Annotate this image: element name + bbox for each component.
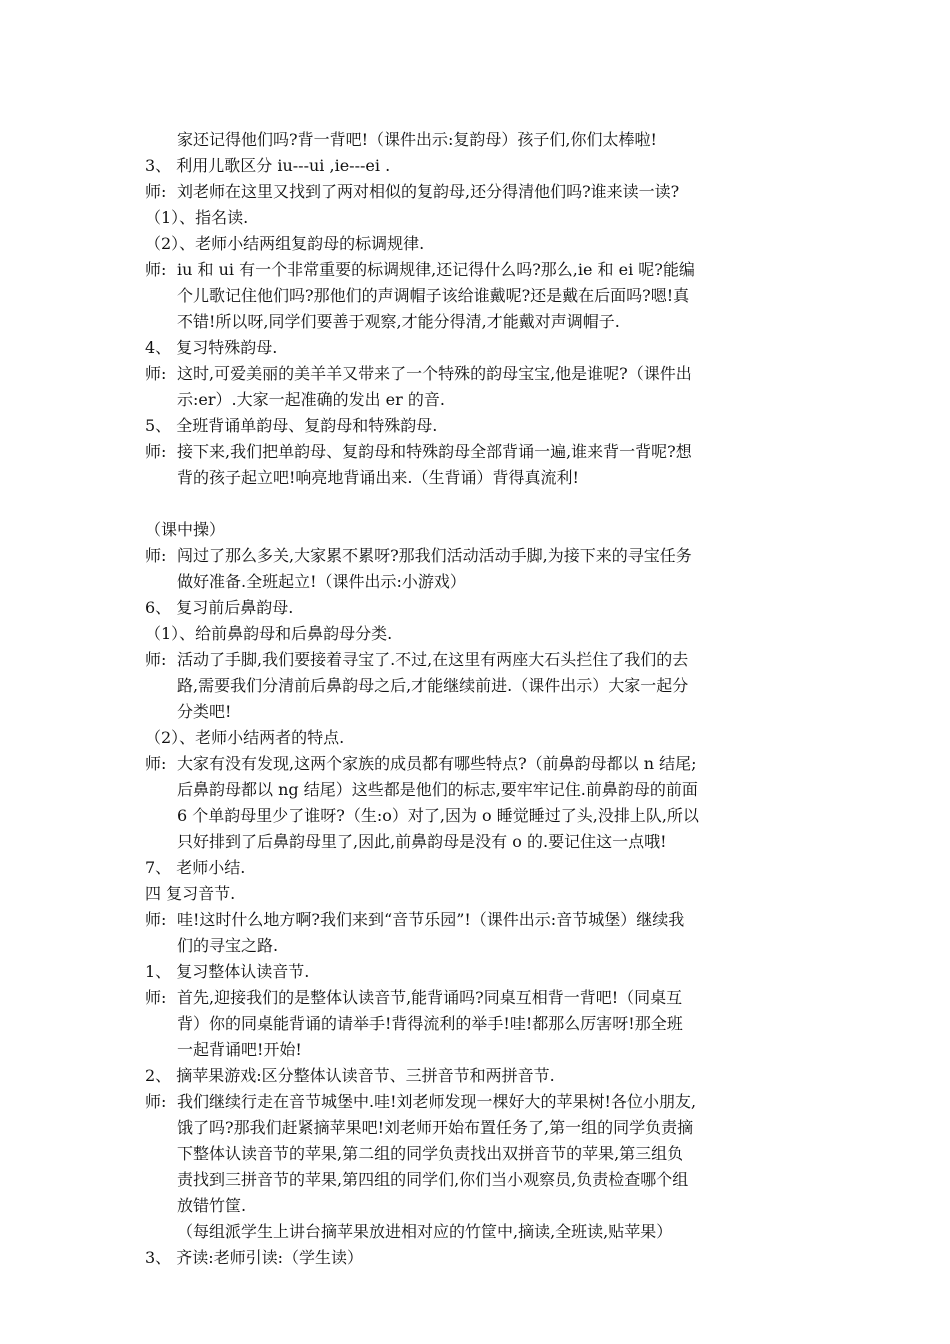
sub-item: （2）、老师小结两者的特点. bbox=[145, 728, 345, 747]
list-item: 3、 利用儿歌区分 iu---ui ,ie---ei . bbox=[145, 156, 391, 175]
teacher-speech bbox=[145, 751, 810, 855]
speaker-label: 师: bbox=[145, 442, 167, 461]
paragraph-line: 家还记得他们吗?背一背吧!（课件出示:复韵母）孩子们,你们太棒啦! bbox=[177, 130, 657, 149]
section-label: （课中操） bbox=[145, 520, 226, 539]
speech-line: 责找到三拼音节的苹果,第四组的同学们,你们当小观察员,负责检查哪个组 bbox=[177, 1170, 689, 1189]
sub-item: （1）、给前鼻韵母和后鼻韵母分类. bbox=[145, 624, 393, 643]
sub-item: （1）、指名读. bbox=[145, 208, 249, 227]
speaker-label: 师: bbox=[145, 910, 167, 929]
speech-line: 饿了吗?那我们赶紧摘苹果吧!刘老师开始布置任务了,第一组的同学负责摘 bbox=[177, 1118, 694, 1137]
teacher-speech bbox=[145, 647, 810, 725]
speech-line: 只好排到了后鼻韵母里了,因此,前鼻韵母是没有 o 的.要记住这一点哦! bbox=[177, 832, 667, 851]
speech-line: 示:er）.大家一起准确的发出 er 的音. bbox=[177, 390, 445, 409]
speech-line: 一起背诵吧!开始! bbox=[177, 1040, 302, 1059]
speech-line: 首先,迎接我们的是整体认读音节,能背诵吗?同桌互相背一背吧!（同桌互 bbox=[177, 988, 683, 1007]
list-item: 2、 摘苹果游戏:区分整体认读音节、三拼音节和两拼音节. bbox=[145, 1066, 555, 1085]
speech-line: iu 和 ui 有一个非常重要的标调规律,还记得什么吗?那么,ie 和 ei 呢?能编 bbox=[177, 260, 695, 279]
speaker-label: 师: bbox=[145, 364, 167, 383]
speech-line: 接下来,我们把单韵母、复韵母和特殊韵母全部背诵一遍,谁来背一背呢?想 bbox=[177, 442, 692, 461]
speech-line: 放错竹筐. bbox=[177, 1196, 247, 1215]
speaker-label: 师: bbox=[145, 650, 167, 669]
speech-line: 我们继续行走在音节城堡中.哇!刘老师发现一棵好大的苹果树!各位小朋友, bbox=[177, 1092, 697, 1111]
speaker-label: 师: bbox=[145, 260, 167, 279]
speech-line: 6 个单韵母里少了谁呀?（生:o）对了,因为 o 睡觉睡过了头,没排上队,所以 bbox=[177, 806, 699, 825]
teacher-speech bbox=[145, 985, 810, 1063]
list-item: 4、 复习特殊韵母. bbox=[145, 338, 278, 357]
speech-line: 这时,可爱美丽的美羊羊又带来了一个特殊的韵母宝宝,他是谁呢?（课件出 bbox=[177, 364, 692, 383]
list-item: 1、 复习整体认读音节. bbox=[145, 962, 310, 981]
section-heading: 四 复习音节. bbox=[145, 884, 236, 903]
speech-line: 刘老师在这里又找到了两对相似的复韵母,还分得清他们吗?谁来读一读? bbox=[177, 182, 680, 201]
document-body bbox=[145, 127, 810, 1271]
speaker-label: 师: bbox=[145, 182, 167, 201]
speech-line: 哇!这时什么地方啊?我们来到“音节乐园”!（课件出示:音节城堡）继续我 bbox=[177, 910, 685, 929]
blank-line bbox=[145, 491, 810, 517]
speech-line: 做好准备.全班起立!（课件出示:小游戏） bbox=[177, 572, 466, 591]
teacher-speech bbox=[145, 439, 810, 491]
teacher-speech bbox=[145, 1089, 810, 1219]
speaker-label: 师: bbox=[145, 988, 167, 1007]
teacher-speech bbox=[145, 907, 810, 959]
speaker-label: 师: bbox=[145, 754, 167, 773]
speech-line: 背的孩子起立吧!响亮地背诵出来.（生背诵）背得真流利! bbox=[177, 468, 579, 487]
speech-line: 们的寻宝之路. bbox=[177, 936, 279, 955]
speech-line: 背）你的同桌能背诵的请举手!背得流利的举手!哇!都那么厉害呀!那全班 bbox=[177, 1014, 683, 1033]
teacher-speech bbox=[145, 179, 810, 205]
teacher-speech bbox=[145, 361, 810, 413]
speech-line: 大家有没有发现,这两个家族的成员都有哪些特点?（前鼻韵母都以 n 结尾; bbox=[177, 754, 697, 773]
activity-note: （每组派学生上讲台摘苹果放进相对应的竹筐中,摘读,全班读,贴苹果） bbox=[177, 1222, 673, 1241]
sub-item: （2）、老师小结两组复韵母的标调规律. bbox=[145, 234, 425, 253]
speaker-label: 师: bbox=[145, 1092, 167, 1111]
list-item: 6、 复习前后鼻韵母. bbox=[145, 598, 294, 617]
speech-line: 不错!所以呀,同学们要善于观察,才能分得清,才能戴对声调帽子. bbox=[177, 312, 620, 331]
speech-line: 路,需要我们分清前后鼻韵母之后,才能继续前进.（课件出示）大家一起分 bbox=[177, 676, 689, 695]
speech-line: 闯过了那么多关,大家累不累呀?那我们活动活动手脚,为接下来的寻宝任务 bbox=[177, 546, 692, 565]
speech-line: 个儿歌记住他们吗?那他们的声调帽子该给谁戴呢?还是戴在后面吗?嗯!真 bbox=[177, 286, 690, 305]
list-item: 3、 齐读:老师引读:（学生读） bbox=[145, 1248, 364, 1267]
speaker-label: 师: bbox=[145, 546, 167, 565]
speech-line: 后鼻韵母都以 ng 结尾）这些都是他们的标志,要牢牢记住.前鼻韵母的前面 bbox=[177, 780, 698, 799]
speech-line: 分类吧! bbox=[177, 702, 232, 721]
list-item: 5、 全班背诵单韵母、复韵母和特殊韵母. bbox=[145, 416, 438, 435]
list-item: 7、 老师小结. bbox=[145, 858, 246, 877]
speech-line: 下整体认读音节的苹果,第二组的同学负责找出双拼音节的苹果,第三组负 bbox=[177, 1144, 684, 1163]
teacher-speech bbox=[145, 543, 810, 595]
teacher-speech bbox=[145, 257, 810, 335]
speech-line: 活动了手脚,我们要接着寻宝了.不过,在这里有两座大石头拦住了我们的去 bbox=[177, 650, 689, 669]
